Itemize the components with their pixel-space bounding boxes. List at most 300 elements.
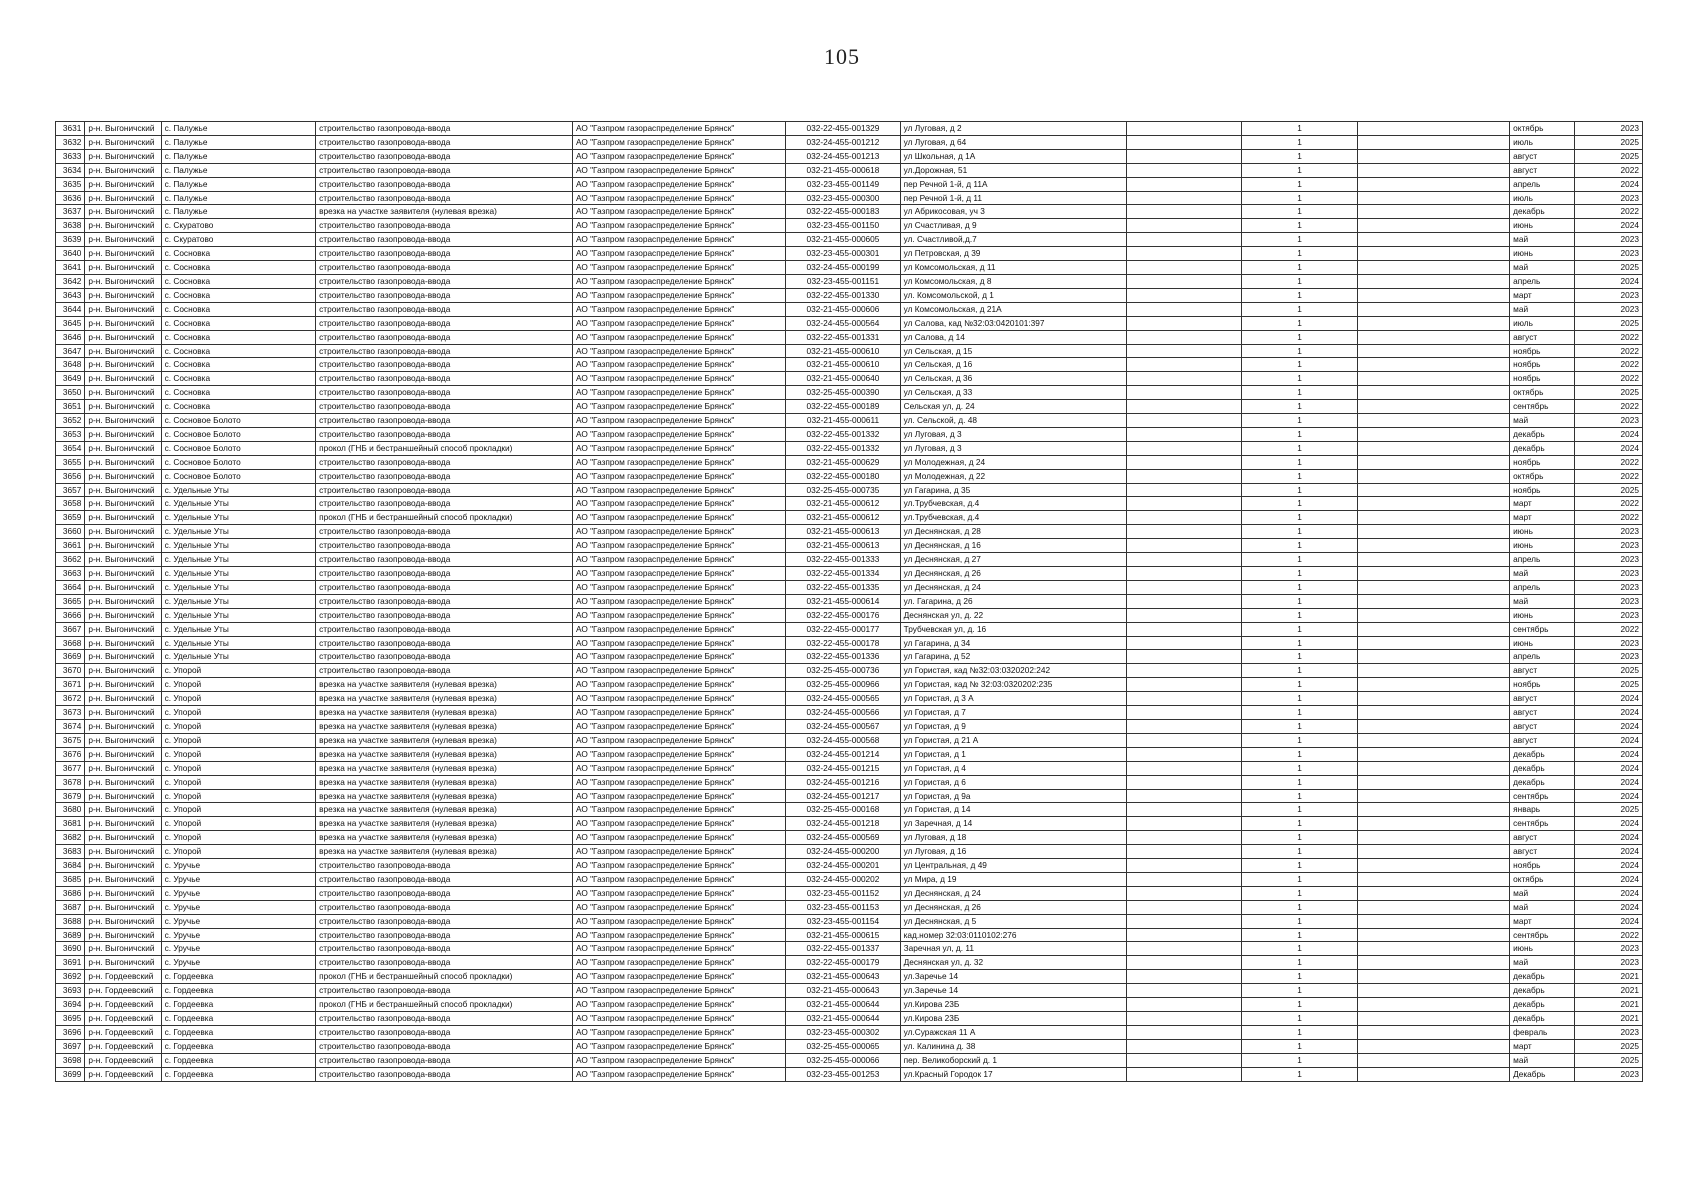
cell-year: 2024: [1575, 859, 1643, 873]
cell-month: март: [1510, 497, 1575, 511]
cell-extra-2: [1357, 525, 1509, 539]
cell-work-type: строительство газопровода-ввода: [316, 664, 573, 678]
cell-month: сентябрь: [1510, 622, 1575, 636]
cell-extra-2: [1357, 567, 1509, 581]
cell-district: р-н. Выгоничский: [85, 553, 161, 567]
table-row: [56, 664, 1643, 678]
cell-month: май: [1510, 900, 1575, 914]
cell-settlement: с. Уручье: [161, 886, 316, 900]
cell-year: 2024: [1575, 831, 1643, 845]
cell-settlement: с. Палужье: [161, 163, 316, 177]
cell-year: 2024: [1575, 747, 1643, 761]
cell-settlement: с. Удельные Уты: [161, 580, 316, 594]
cell-application-number: 032-24-455-000201: [786, 859, 900, 873]
cell-extra-2: [1357, 497, 1509, 511]
cell-settlement: с. Удельные Уты: [161, 567, 316, 581]
cell-quantity: 1: [1242, 205, 1357, 219]
cell-district: р-н. Выгоничский: [85, 831, 161, 845]
cell-row-number: 3670: [56, 664, 85, 678]
cell-work-type: строительство газопровода-ввода: [316, 859, 573, 873]
table-row: [56, 678, 1643, 692]
cell-extra: [1127, 205, 1242, 219]
cell-year: 2023: [1575, 539, 1643, 553]
cell-organization: АО "Газпром газораспределение Брянск": [573, 539, 786, 553]
cell-work-type: врезка на участке заявителя (нулевая врезка): [316, 775, 573, 789]
cell-organization: АО "Газпром газораспределение Брянск": [573, 886, 786, 900]
cell-settlement: с. Палужье: [161, 191, 316, 205]
cell-month: октябрь: [1510, 872, 1575, 886]
cell-address: Деснянская ул, д. 22: [900, 608, 1126, 622]
cell-extra: [1127, 427, 1242, 441]
cell-work-type: строительство газопровода-ввода: [316, 358, 573, 372]
table-row: [56, 747, 1643, 761]
cell-month: август: [1510, 330, 1575, 344]
cell-extra: [1127, 622, 1242, 636]
cell-district: р-н. Выгоничский: [85, 956, 161, 970]
cell-extra-2: [1357, 302, 1509, 316]
cell-address: ул Комсомольская, д 21А: [900, 302, 1126, 316]
cell-quantity: 1: [1242, 455, 1357, 469]
cell-month: август: [1510, 733, 1575, 747]
cell-application-number: 032-21-455-000610: [786, 358, 900, 372]
table-row: [56, 316, 1643, 330]
cell-extra-2: [1357, 330, 1509, 344]
table-row: [56, 1025, 1643, 1039]
cell-extra-2: [1357, 650, 1509, 664]
cell-extra-2: [1357, 761, 1509, 775]
cell-extra: [1127, 483, 1242, 497]
cell-work-type: строительство газопровода-ввода: [316, 1067, 573, 1081]
cell-organization: АО "Газпром газораспределение Брянск": [573, 859, 786, 873]
cell-extra: [1127, 678, 1242, 692]
table-row: [56, 970, 1643, 984]
cell-district: р-н. Выгоничский: [85, 650, 161, 664]
cell-extra-2: [1357, 817, 1509, 831]
cell-row-number: 3637: [56, 205, 85, 219]
cell-application-number: 032-21-455-000614: [786, 594, 900, 608]
cell-row-number: 3690: [56, 942, 85, 956]
cell-extra-2: [1357, 956, 1509, 970]
cell-organization: АО "Газпром газораспределение Брянск": [573, 122, 786, 136]
cell-district: р-н. Выгоничский: [85, 414, 161, 428]
cell-year: 2025: [1575, 664, 1643, 678]
cell-extra-2: [1357, 469, 1509, 483]
table-row: [56, 191, 1643, 205]
cell-quantity: 1: [1242, 274, 1357, 288]
cell-address: ул.Дорожная, 51: [900, 163, 1126, 177]
cell-quantity: 1: [1242, 594, 1357, 608]
cell-extra-2: [1357, 1039, 1509, 1053]
cell-quantity: 1: [1242, 386, 1357, 400]
cell-settlement: с. Гордеевка: [161, 1067, 316, 1081]
cell-quantity: 1: [1242, 372, 1357, 386]
cell-row-number: 3689: [56, 928, 85, 942]
cell-quantity: 1: [1242, 747, 1357, 761]
cell-extra: [1127, 135, 1242, 149]
cell-work-type: строительство газопровода-ввода: [316, 567, 573, 581]
cell-row-number: 3646: [56, 330, 85, 344]
table-row: [56, 928, 1643, 942]
cell-application-number: 032-25-455-000390: [786, 386, 900, 400]
cell-row-number: 3638: [56, 219, 85, 233]
cell-application-number: 032-22-455-001333: [786, 553, 900, 567]
cell-district: р-н. Выгоничский: [85, 733, 161, 747]
cell-extra: [1127, 942, 1242, 956]
cell-month: август: [1510, 845, 1575, 859]
cell-extra: [1127, 650, 1242, 664]
cell-organization: АО "Газпром газораспределение Брянск": [573, 261, 786, 275]
cell-extra-2: [1357, 845, 1509, 859]
cell-settlement: с. Удельные Уты: [161, 539, 316, 553]
cell-address: ул Гористая, д 9а: [900, 789, 1126, 803]
cell-extra: [1127, 747, 1242, 761]
cell-district: р-н. Выгоничский: [85, 622, 161, 636]
cell-year: 2025: [1575, 149, 1643, 163]
cell-year: 2024: [1575, 219, 1643, 233]
cell-application-number: 032-21-455-000644: [786, 1012, 900, 1026]
cell-application-number: 032-25-455-000066: [786, 1053, 900, 1067]
cell-address: ул.Трубчевская, д.4: [900, 497, 1126, 511]
cell-work-type: врезка на участке заявителя (нулевая врезка): [316, 761, 573, 775]
cell-district: р-н. Выгоничский: [85, 372, 161, 386]
cell-quantity: 1: [1242, 942, 1357, 956]
cell-address: Сельская ул, д. 24: [900, 400, 1126, 414]
cell-work-type: строительство газопровода-ввода: [316, 177, 573, 191]
cell-row-number: 3672: [56, 692, 85, 706]
cell-extra: [1127, 914, 1242, 928]
cell-work-type: строительство газопровода-ввода: [316, 344, 573, 358]
cell-extra-2: [1357, 372, 1509, 386]
table-row: [56, 288, 1643, 302]
cell-organization: АО "Газпром газораспределение Брянск": [573, 441, 786, 455]
cell-year: 2024: [1575, 775, 1643, 789]
cell-extra: [1127, 539, 1242, 553]
cell-settlement: с. Скуратово: [161, 219, 316, 233]
cell-extra: [1127, 122, 1242, 136]
cell-month: ноябрь: [1510, 455, 1575, 469]
cell-settlement: с. Уручье: [161, 900, 316, 914]
cell-year: 2022: [1575, 372, 1643, 386]
table-row: [56, 177, 1643, 191]
cell-row-number: 3676: [56, 747, 85, 761]
cell-district: р-н. Выгоничский: [85, 817, 161, 831]
cell-row-number: 3681: [56, 817, 85, 831]
cell-year: 2024: [1575, 872, 1643, 886]
cell-year: 2024: [1575, 886, 1643, 900]
cell-district: р-н. Выгоничский: [85, 302, 161, 316]
table-row: [56, 441, 1643, 455]
cell-settlement: с. Сосновка: [161, 247, 316, 261]
cell-year: 2023: [1575, 1025, 1643, 1039]
cell-work-type: строительство газопровода-ввода: [316, 122, 573, 136]
cell-extra-2: [1357, 719, 1509, 733]
cell-row-number: 3662: [56, 553, 85, 567]
cell-application-number: 032-21-455-000606: [786, 302, 900, 316]
cell-district: р-н. Выгоничский: [85, 219, 161, 233]
cell-row-number: 3695: [56, 1012, 85, 1026]
table-row: [56, 956, 1643, 970]
cell-row-number: 3688: [56, 914, 85, 928]
cell-district: р-н. Выгоничский: [85, 803, 161, 817]
cell-month: май: [1510, 261, 1575, 275]
cell-address: ул. Комсомольской, д 1: [900, 288, 1126, 302]
cell-address: ул. Гагарина, д 26: [900, 594, 1126, 608]
cell-application-number: 032-24-455-000564: [786, 316, 900, 330]
cell-application-number: 032-21-455-000643: [786, 984, 900, 998]
cell-extra: [1127, 817, 1242, 831]
cell-extra-2: [1357, 414, 1509, 428]
cell-district: р-н. Выгоничский: [85, 706, 161, 720]
cell-application-number: 032-23-455-001152: [786, 886, 900, 900]
cell-organization: АО "Газпром газораспределение Брянск": [573, 984, 786, 998]
cell-month: май: [1510, 956, 1575, 970]
cell-row-number: 3669: [56, 650, 85, 664]
cell-extra-2: [1357, 553, 1509, 567]
cell-extra-2: [1357, 886, 1509, 900]
cell-organization: АО "Газпром газораспределение Брянск": [573, 636, 786, 650]
cell-year: 2024: [1575, 733, 1643, 747]
cell-application-number: 032-25-455-000168: [786, 803, 900, 817]
cell-organization: АО "Газпром газораспределение Брянск": [573, 692, 786, 706]
cell-organization: АО "Газпром газораспределение Брянск": [573, 956, 786, 970]
cell-settlement: с. Упорой: [161, 664, 316, 678]
cell-district: р-н. Выгоничский: [85, 747, 161, 761]
cell-work-type: строительство газопровода-ввода: [316, 580, 573, 594]
cell-address: ул Салова, д 14: [900, 330, 1126, 344]
cell-year: 2025: [1575, 1053, 1643, 1067]
cell-extra: [1127, 149, 1242, 163]
cell-settlement: с. Удельные Уты: [161, 511, 316, 525]
table-row: [56, 539, 1643, 553]
cell-year: 2025: [1575, 1039, 1643, 1053]
cell-quantity: 1: [1242, 149, 1357, 163]
cell-row-number: 3645: [56, 316, 85, 330]
cell-row-number: 3636: [56, 191, 85, 205]
cell-row-number: 3678: [56, 775, 85, 789]
cell-district: р-н. Выгоничский: [85, 427, 161, 441]
cell-work-type: строительство газопровода-ввода: [316, 553, 573, 567]
cell-year: 2022: [1575, 330, 1643, 344]
cell-organization: АО "Газпром газораспределение Брянск": [573, 608, 786, 622]
cell-organization: АО "Газпром газораспределение Брянск": [573, 483, 786, 497]
cell-year: 2024: [1575, 274, 1643, 288]
cell-address: ул Гористая, д 14: [900, 803, 1126, 817]
cell-organization: АО "Газпром газораспределение Брянск": [573, 1012, 786, 1026]
cell-application-number: 032-23-455-001151: [786, 274, 900, 288]
cell-quantity: 1: [1242, 427, 1357, 441]
cell-work-type: врезка на участке заявителя (нулевая врезка): [316, 692, 573, 706]
cell-address: ул Салова, кад №32:03:0420101:397: [900, 316, 1126, 330]
cell-extra: [1127, 831, 1242, 845]
table-row: [56, 274, 1643, 288]
cell-address: ул Школьная, д 1А: [900, 149, 1126, 163]
cell-quantity: 1: [1242, 247, 1357, 261]
cell-settlement: с. Сосновка: [161, 330, 316, 344]
cell-address: ул.Суражская 11 А: [900, 1025, 1126, 1039]
cell-work-type: прокол (ГНБ и бестраншейный способ прокладки): [316, 970, 573, 984]
cell-address: Заречная ул, д. 11: [900, 942, 1126, 956]
cell-row-number: 3665: [56, 594, 85, 608]
cell-quantity: 1: [1242, 1025, 1357, 1039]
cell-extra-2: [1357, 539, 1509, 553]
cell-quantity: 1: [1242, 191, 1357, 205]
cell-work-type: прокол (ГНБ и бестраншейный способ прокладки): [316, 441, 573, 455]
cell-settlement: с. Упорой: [161, 831, 316, 845]
cell-work-type: строительство газопровода-ввода: [316, 928, 573, 942]
cell-address: кад.номер 32:03:0110102:276: [900, 928, 1126, 942]
cell-district: р-н. Выгоничский: [85, 358, 161, 372]
cell-extra-2: [1357, 149, 1509, 163]
cell-month: сентябрь: [1510, 817, 1575, 831]
cell-extra-2: [1357, 775, 1509, 789]
cell-year: 2023: [1575, 956, 1643, 970]
cell-application-number: 032-23-455-000300: [786, 191, 900, 205]
cell-district: р-н. Выгоничский: [85, 942, 161, 956]
cell-organization: АО "Газпром газораспределение Брянск": [573, 358, 786, 372]
cell-row-number: 3642: [56, 274, 85, 288]
cell-application-number: 032-22-455-001332: [786, 427, 900, 441]
cell-month: апрель: [1510, 580, 1575, 594]
cell-work-type: врезка на участке заявителя (нулевая врезка): [316, 719, 573, 733]
cell-year: 2022: [1575, 163, 1643, 177]
cell-settlement: с. Гордеевка: [161, 970, 316, 984]
cell-extra: [1127, 372, 1242, 386]
cell-address: ул Гористая, д 7: [900, 706, 1126, 720]
cell-extra: [1127, 233, 1242, 247]
cell-month: июнь: [1510, 942, 1575, 956]
cell-extra-2: [1357, 274, 1509, 288]
cell-organization: АО "Газпром газораспределение Брянск": [573, 567, 786, 581]
cell-extra-2: [1357, 191, 1509, 205]
cell-quantity: 1: [1242, 288, 1357, 302]
cell-month: август: [1510, 706, 1575, 720]
cell-address: ул Деснянская, д 5: [900, 914, 1126, 928]
cell-extra: [1127, 441, 1242, 455]
cell-organization: АО "Газпром газораспределение Брянск": [573, 678, 786, 692]
cell-work-type: строительство газопровода-ввода: [316, 274, 573, 288]
cell-address: ул Луговая, д 64: [900, 135, 1126, 149]
cell-quantity: 1: [1242, 872, 1357, 886]
cell-district: р-н. Гордеевский: [85, 970, 161, 984]
cell-work-type: строительство газопровода-ввода: [316, 956, 573, 970]
cell-year: 2021: [1575, 984, 1643, 998]
cell-year: 2022: [1575, 928, 1643, 942]
cell-organization: АО "Газпром газораспределение Брянск": [573, 970, 786, 984]
cell-application-number: 032-22-455-000180: [786, 469, 900, 483]
cell-application-number: 032-21-455-000640: [786, 372, 900, 386]
cell-application-number: 032-22-455-001336: [786, 650, 900, 664]
cell-settlement: с. Упорой: [161, 803, 316, 817]
cell-month: сентябрь: [1510, 400, 1575, 414]
cell-work-type: врезка на участке заявителя (нулевая врезка): [316, 803, 573, 817]
cell-row-number: 3657: [56, 483, 85, 497]
table-row: [56, 719, 1643, 733]
cell-organization: АО "Газпром газораспределение Брянск": [573, 469, 786, 483]
cell-extra-2: [1357, 622, 1509, 636]
cell-row-number: 3698: [56, 1053, 85, 1067]
cell-application-number: 032-23-455-001253: [786, 1067, 900, 1081]
table-row: [56, 414, 1643, 428]
cell-organization: АО "Газпром газораспределение Брянск": [573, 247, 786, 261]
cell-address: пер Речной 1-й, д 11: [900, 191, 1126, 205]
cell-settlement: с. Упорой: [161, 733, 316, 747]
cell-address: ул.Заречье 14: [900, 970, 1126, 984]
page-number: 105: [824, 44, 860, 69]
cell-extra: [1127, 706, 1242, 720]
cell-address: ул Гористая, д 21 А: [900, 733, 1126, 747]
cell-application-number: 032-23-455-001153: [786, 900, 900, 914]
cell-work-type: врезка на участке заявителя (нулевая врезка): [316, 678, 573, 692]
cell-row-number: 3654: [56, 441, 85, 455]
cell-settlement: с. Сосновое Болото: [161, 455, 316, 469]
cell-address: ул Луговая, д 2: [900, 122, 1126, 136]
cell-year: 2024: [1575, 817, 1643, 831]
cell-quantity: 1: [1242, 914, 1357, 928]
table-row: [56, 455, 1643, 469]
cell-extra-2: [1357, 733, 1509, 747]
cell-organization: АО "Газпром газораспределение Брянск": [573, 455, 786, 469]
table-row: [56, 1053, 1643, 1067]
cell-organization: АО "Газпром газораспределение Брянск": [573, 274, 786, 288]
cell-work-type: строительство газопровода-ввода: [316, 455, 573, 469]
cell-address: ул Деснянская, д 16: [900, 539, 1126, 553]
cell-quantity: 1: [1242, 817, 1357, 831]
cell-work-type: строительство газопровода-ввода: [316, 914, 573, 928]
cell-work-type: строительство газопровода-ввода: [316, 261, 573, 275]
table-row: [56, 817, 1643, 831]
cell-address: ул Деснянская, д 27: [900, 553, 1126, 567]
cell-month: октябрь: [1510, 122, 1575, 136]
cell-extra-2: [1357, 664, 1509, 678]
cell-work-type: строительство газопровода-ввода: [316, 372, 573, 386]
cell-work-type: строительство газопровода-ввода: [316, 497, 573, 511]
cell-settlement: с. Удельные Уты: [161, 622, 316, 636]
table-row: [56, 567, 1643, 581]
cell-quantity: 1: [1242, 956, 1357, 970]
cell-settlement: с. Сосновка: [161, 274, 316, 288]
cell-organization: АО "Газпром газораспределение Брянск": [573, 233, 786, 247]
cell-district: р-н. Выгоничский: [85, 497, 161, 511]
cell-work-type: строительство газопровода-ввода: [316, 942, 573, 956]
cell-work-type: строительство газопровода-ввода: [316, 608, 573, 622]
table-row: [56, 497, 1643, 511]
cell-organization: АО "Газпром газораспределение Брянск": [573, 1067, 786, 1081]
cell-address: ул Гористая, д 4: [900, 761, 1126, 775]
cell-organization: АО "Газпром газораспределение Брянск": [573, 845, 786, 859]
cell-quantity: 1: [1242, 775, 1357, 789]
cell-quantity: 1: [1242, 233, 1357, 247]
cell-row-number: 3663: [56, 567, 85, 581]
cell-address: ул Центральная, д 49: [900, 859, 1126, 873]
cell-extra: [1127, 386, 1242, 400]
cell-extra-2: [1357, 1067, 1509, 1081]
cell-application-number: 032-22-455-001330: [786, 288, 900, 302]
cell-district: р-н. Выгоничский: [85, 789, 161, 803]
cell-month: август: [1510, 664, 1575, 678]
cell-extra: [1127, 998, 1242, 1012]
cell-extra-2: [1357, 970, 1509, 984]
cell-month: май: [1510, 567, 1575, 581]
cell-row-number: 3697: [56, 1039, 85, 1053]
cell-year: 2023: [1575, 247, 1643, 261]
cell-address: ул Луговая, д 18: [900, 831, 1126, 845]
cell-row-number: 3668: [56, 636, 85, 650]
cell-settlement: с. Упорой: [161, 678, 316, 692]
cell-organization: АО "Газпром газораспределение Брянск": [573, 622, 786, 636]
cell-application-number: 032-22-455-001331: [786, 330, 900, 344]
cell-settlement: с. Упорой: [161, 719, 316, 733]
cell-month: декабрь: [1510, 970, 1575, 984]
